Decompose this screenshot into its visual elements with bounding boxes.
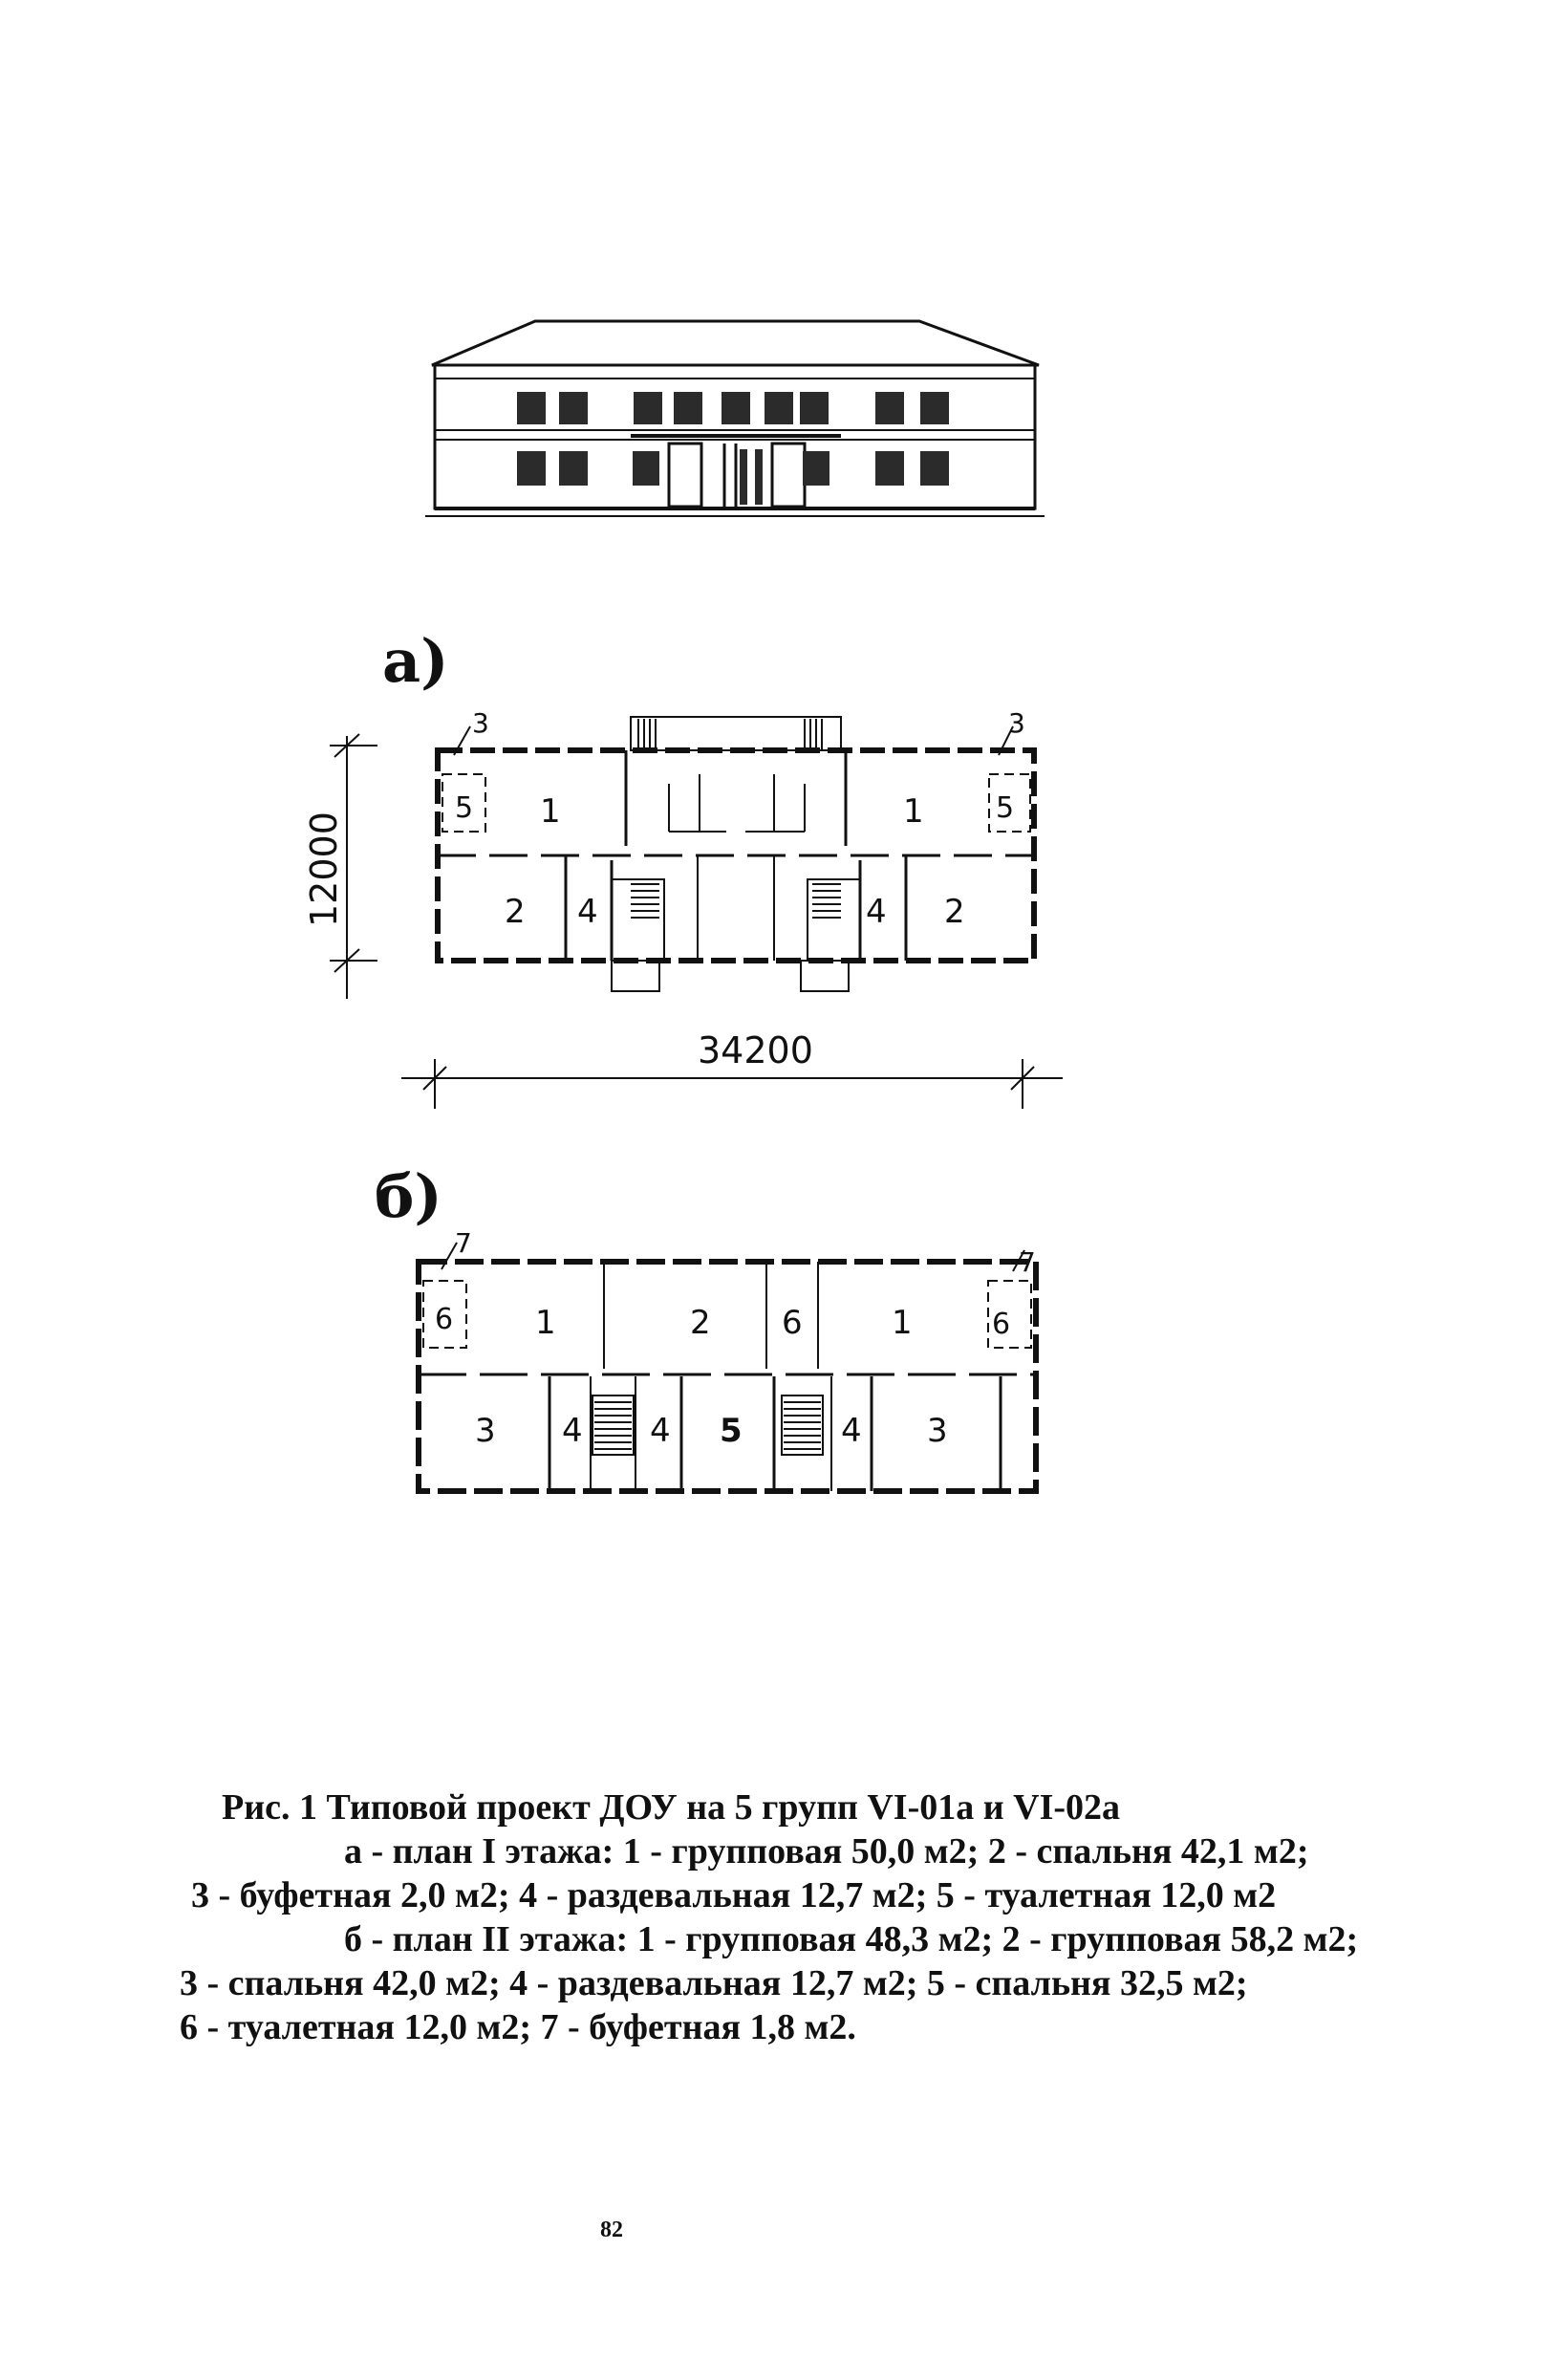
caption-line: а - план I этажа: 1 - групповая 50,0 м2; 2 - спальня 42,1 м2; bbox=[344, 1831, 1309, 1872]
dimension-width: 34200 bbox=[698, 1029, 813, 1071]
plan-b-room-label: 1 bbox=[535, 1304, 556, 1342]
label-plan-b: б) bbox=[375, 1161, 442, 1231]
plan-b-room-label: 7 bbox=[455, 1227, 472, 1259]
plan-b-room-label: 6 bbox=[992, 1308, 1011, 1341]
plan-a-room-label: 2 bbox=[505, 893, 526, 931]
plan-b-room-label: 4 bbox=[650, 1412, 671, 1450]
plan-a-room-label: 4 bbox=[577, 893, 598, 931]
plan-b-room-label: 2 bbox=[690, 1304, 711, 1342]
plan-b-room-label: 3 bbox=[475, 1412, 496, 1450]
plan-a-room-label: 1 bbox=[903, 792, 924, 831]
plan-b-room-label: 6 bbox=[782, 1304, 803, 1342]
plan-a-room-label: 3 bbox=[1008, 707, 1025, 739]
caption-line: 6 - туалетная 12,0 м2; 7 - буфетная 1,8 м2. bbox=[180, 2007, 856, 2047]
plan-a-room-label: 3 bbox=[472, 707, 489, 739]
caption-line: 3 - спальня 42,0 м2; 4 - раздевальная 12,7 м2; 5 - спальня 32,5 м2; bbox=[180, 1963, 1248, 2003]
dimension-height: 12000 bbox=[303, 811, 345, 927]
plan-b-room-label: 4 bbox=[841, 1412, 862, 1450]
plan-a-room-label: 1 bbox=[540, 792, 561, 831]
caption-line: б - план II этажа: 1 - групповая 48,3 м2; 2 - групповая 58,2 м2; bbox=[344, 1919, 1359, 1959]
plan-b-room-label: 4 bbox=[562, 1412, 583, 1450]
page-number: 82 bbox=[600, 2218, 623, 2242]
label-plan-a: а) bbox=[382, 626, 449, 696]
plan-b-room-label: 1 bbox=[892, 1304, 913, 1342]
figure-caption bbox=[162, 1785, 1395, 2049]
plan-b-room-label: 5 bbox=[720, 1412, 743, 1450]
plan-b-room-label: 3 bbox=[927, 1412, 948, 1450]
caption-title: Рис. 1 Типовой проект ДОУ на 5 групп VI-01а и VI-02а bbox=[222, 1787, 1121, 1828]
plan-a-room-label: 2 bbox=[944, 893, 965, 931]
plan-a-room-label: 4 bbox=[866, 893, 887, 931]
plan-a-room-label: 5 bbox=[996, 791, 1015, 825]
plan-a-room-label: 5 bbox=[455, 791, 474, 825]
caption-line: 3 - буфетная 2,0 м2; 4 - раздевальная 12,7 м2; 5 - туалетная 12,0 м2 bbox=[191, 1875, 1277, 1915]
plan-b-room-label: 6 bbox=[435, 1303, 454, 1336]
plan-b-room-label: 7 bbox=[1019, 1246, 1036, 1278]
